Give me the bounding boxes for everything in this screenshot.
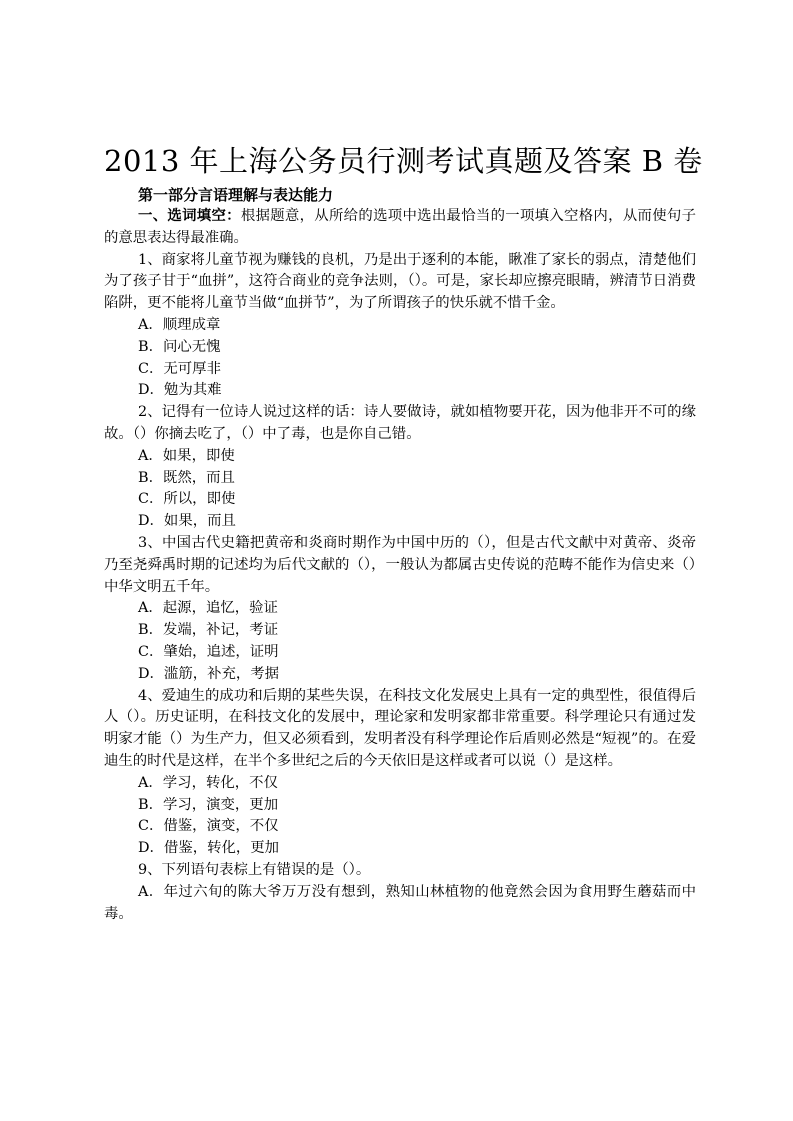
question-option: D．勉为其难 [138,382,222,399]
question-option: A．如果，即使 [138,447,235,464]
question-option: D．如果，而且 [138,513,236,530]
question-option: C．借鉴，演变，不仅 [138,818,279,835]
question-stem: 4、爱迪生的成功和后期的某些失误，在科技文化发展史上具有一定的典型性，很值得后人（）。历史证明，在科技文化的发展中，理论家和发明家都非常重要。科学理论只有通过发明家才能（）为生产力，但又必须看到，发明者没有科学理论作后盾则必然是“短视”的。在爱迪生的时代是这样，在半个多世纪之后的今天依旧是这样或者可以说（）是这样。 [104,687,696,769]
question-stem: 1、商家将儿童节视为赚钱的良机，乃是出于逐利的本能，瞅准了家长的弱点，清楚他们为了孩子甘于“血拼”，这符合商业的竞争法则，（）。可是，家长却应擦亮眼睛，辨清节日消费陷阱，更不能将儿童节当做“血拼节”，为了所谓孩子的快乐就不惜千金。 [104,251,696,312]
question-stem: 3、中国古代史籍把黄帝和炎商时期作为中国中历的（），但是古代文献中对黄帝、炎帝乃至尧舜禹时期的记述均为后代文献的（），一般认为都属古史传说的范畴不能作为信史来（）中华文明五千年。 [104,534,696,595]
document-title: 2013 年上海公务员行测考试真题及答案 B 卷 [104,144,703,178]
question-option: C．无可厚非 [138,360,221,377]
document-body [104,143,703,925]
section-intro [104,206,696,250]
question-option: C．肇始，追述，证明 [138,643,279,660]
question-option: A．顺理成章 [138,316,221,333]
part-heading: 第一部分言语理解与表达能力 [138,186,334,204]
question-stem: 2、记得有一位诗人说过这样的话：诗人要做诗，就如植物要开花，因为他非开不可的缘故。（）你摘去吃了，（）中了毒，也是你自己错。 [104,404,696,442]
question-option: B．发端，补记，考证 [138,622,279,639]
section-intro-label: 一、选词填空： [138,208,241,224]
question-option: B．问心无愧 [138,338,221,355]
question-option: C．所以，即使 [138,491,236,508]
question-option: A．起源，追忆，验证 [138,600,278,617]
question-option: D．借鉴，转化，更加 [138,840,280,857]
question-option: D．滥筋，补充，考据 [138,665,280,682]
question-stem: 9、下列语句表棕上有错误的是（）。 [138,861,371,878]
question-option: A．学习，转化，不仅 [138,774,278,791]
question-option: B．既然，而且 [138,469,235,486]
section-intro-text: 根据题意，从所给的选项中选出最恰当的一项填入空格内，从而使句子的意思表达得最准确。 [104,208,696,246]
question-option: B．学习，演变，更加 [138,796,279,813]
question-option: A．年过六旬的陈大爷万万没有想到，熟知山林植物的他竟然会因为食用野生蘑菇而中毒。 [104,883,696,922]
